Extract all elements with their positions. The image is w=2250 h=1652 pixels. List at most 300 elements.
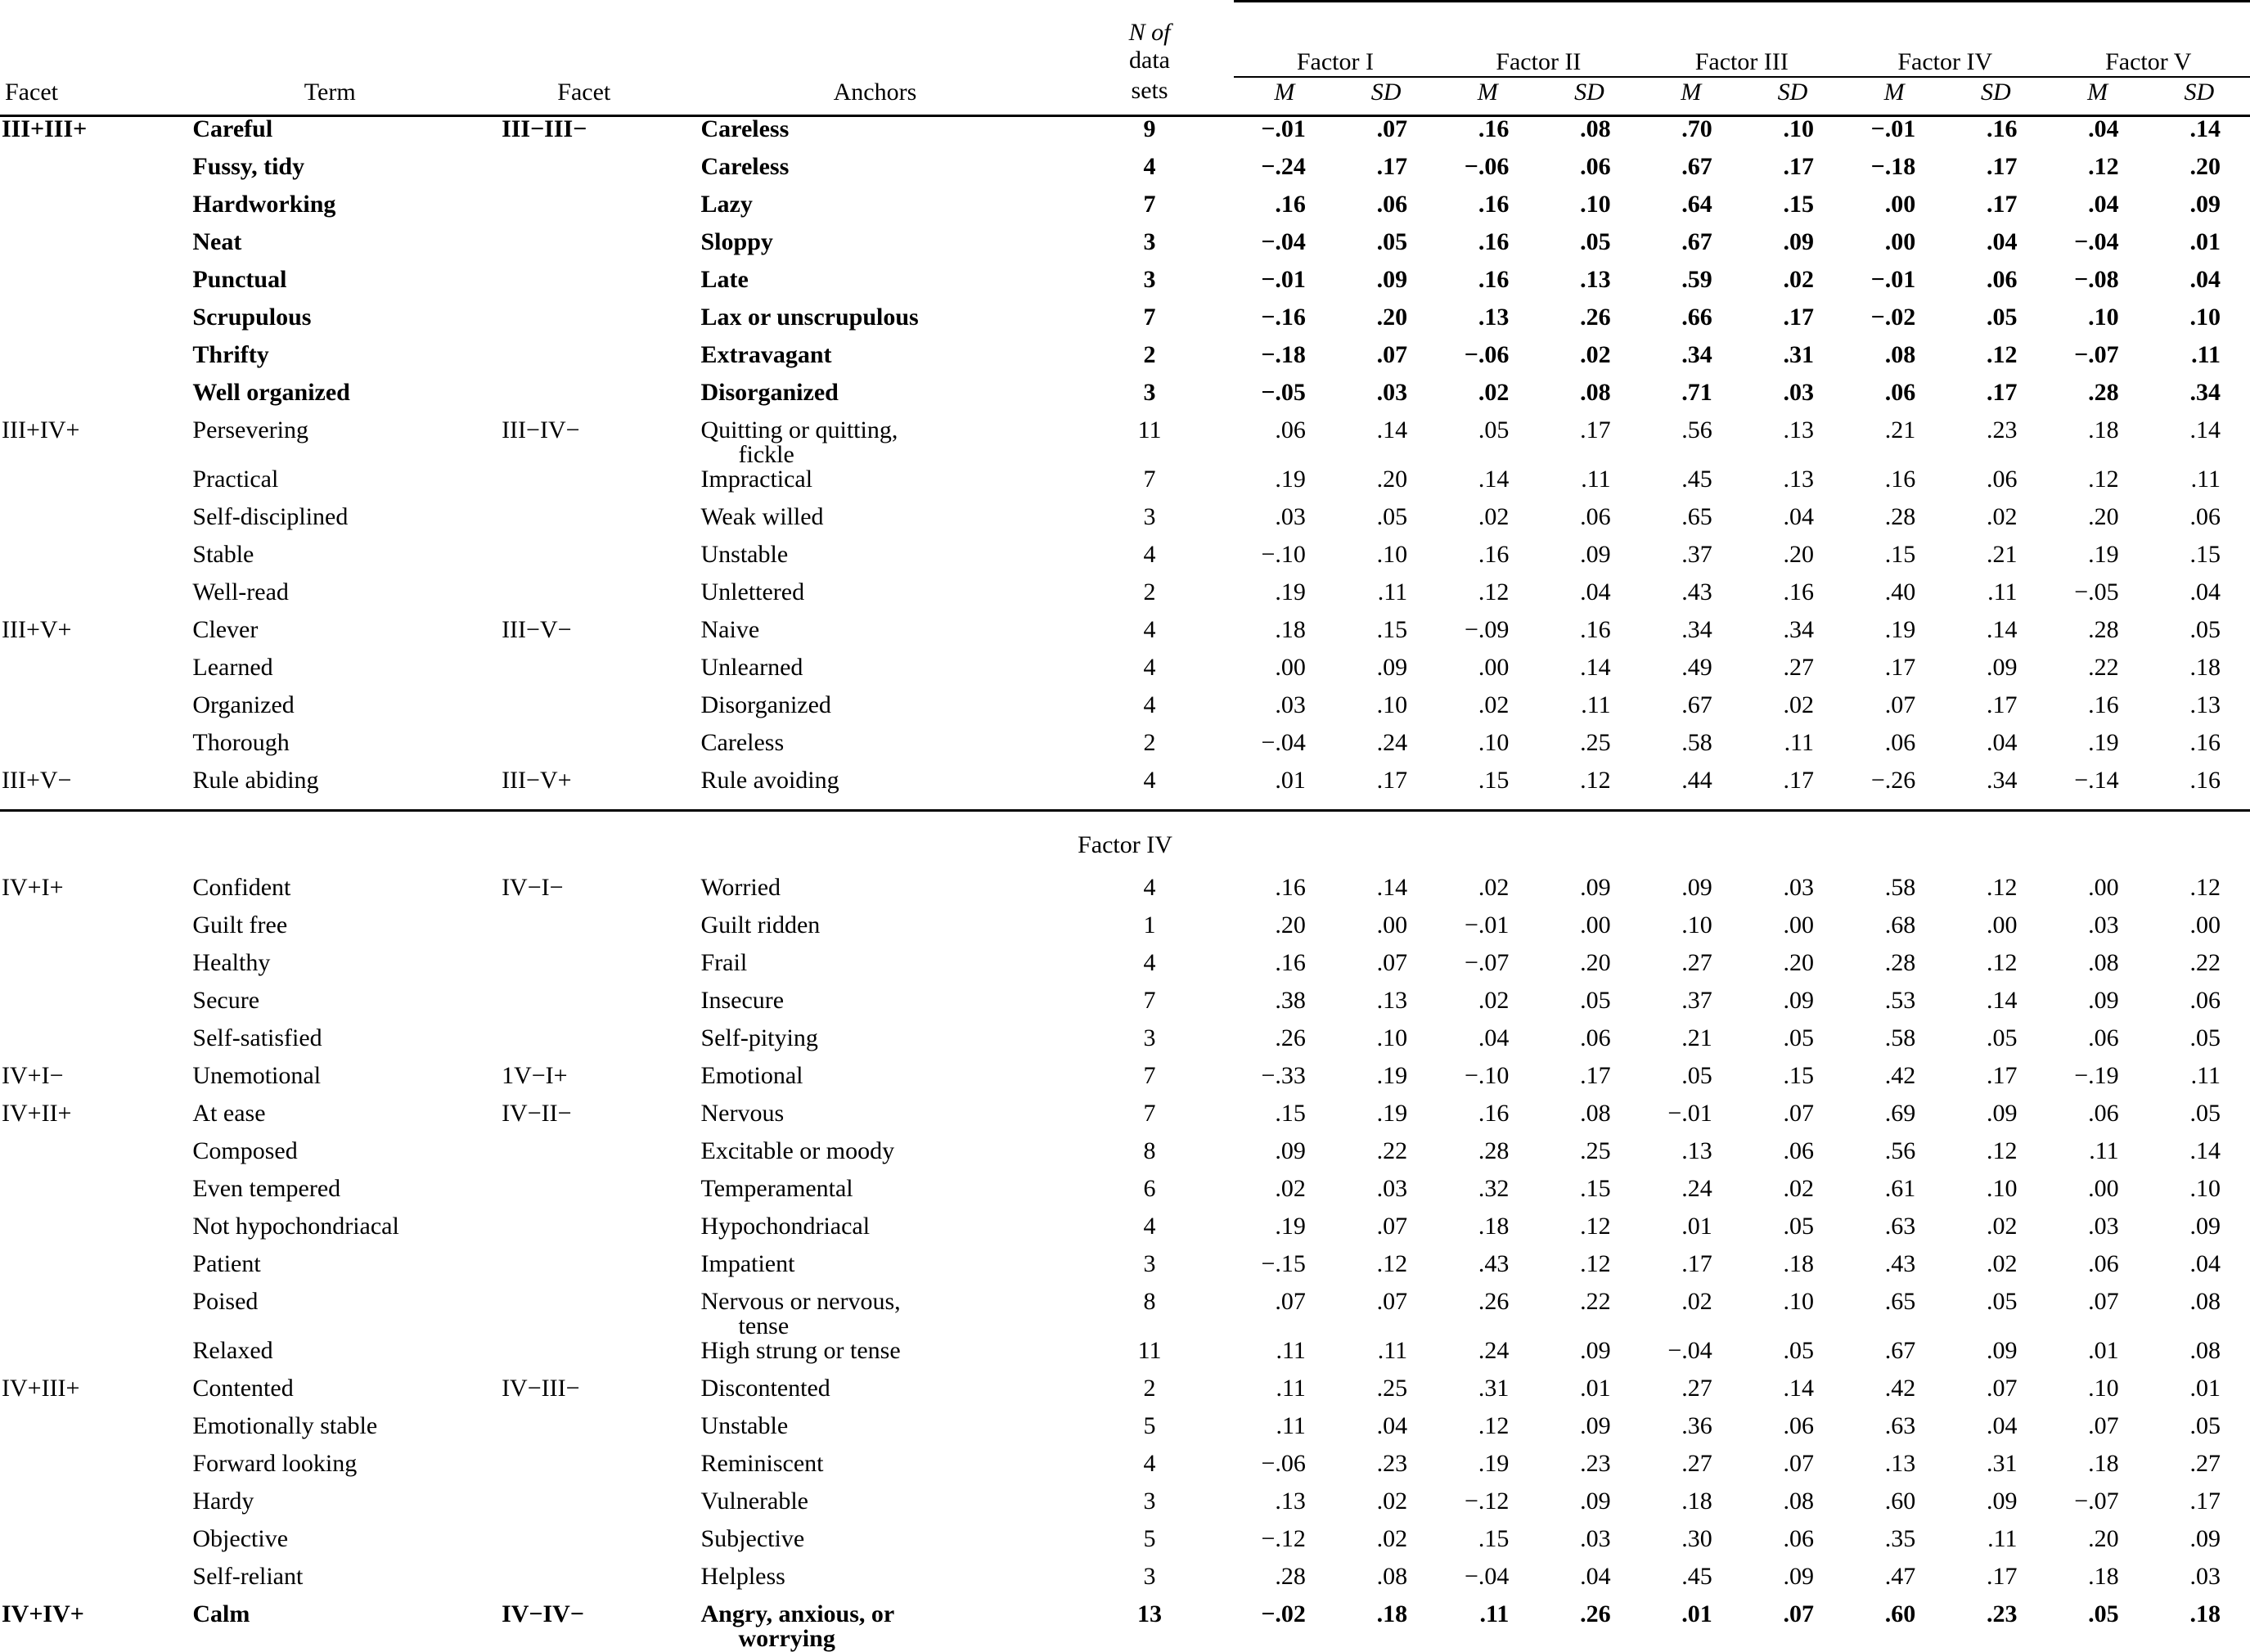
cell-term: Self-reliant xyxy=(192,1562,304,1590)
cell-term: Guilt free xyxy=(192,911,288,939)
cell-f2-sd: .12 xyxy=(1580,1212,1611,1240)
cell-facet-right xyxy=(484,343,684,380)
cell-anchor xyxy=(685,1449,1066,1489)
cell-n-data-sets: 2 xyxy=(1143,340,1156,368)
cell-anchor xyxy=(685,115,1066,155)
cell-f5-sd: .14 xyxy=(2189,115,2221,142)
table-row xyxy=(0,768,2250,806)
cell-f1-m: .19 xyxy=(1275,1212,1306,1240)
cell-f3-sd: .06 xyxy=(1783,1137,1815,1164)
cell-f5-sd: .15 xyxy=(2189,540,2221,568)
cell-n-data-sets: 4 xyxy=(1143,691,1156,718)
cell-facet-left xyxy=(0,155,176,192)
cell-facet-left xyxy=(0,655,176,693)
cell-f1-m: −.04 xyxy=(1261,728,1306,756)
cell-f5-sd: .11 xyxy=(2190,465,2221,493)
table-row xyxy=(0,1290,2250,1339)
cell-term: Scrupulous xyxy=(192,303,312,331)
cell-term: Hardworking xyxy=(192,190,336,218)
cell-f5-m: −.14 xyxy=(2074,766,2119,794)
cell-f2-sd: .13 xyxy=(1580,265,1611,293)
cell-f5-sd: .04 xyxy=(2189,265,2221,293)
cell-f1-sd: .23 xyxy=(1376,1449,1408,1477)
cell-f5-m: .04 xyxy=(2088,115,2119,142)
cell-f2-m: .10 xyxy=(1478,728,1510,756)
section-label-factor-iv: Factor IV xyxy=(1078,831,1172,858)
cell-f4-m: .15 xyxy=(1884,540,1916,568)
cell-f2-m: .02 xyxy=(1478,502,1510,530)
cell-f5-sd: .11 xyxy=(2191,340,2221,368)
table-body-section-1 xyxy=(0,115,2250,806)
cell-n-data-sets: 11 xyxy=(1137,1336,1162,1364)
cell-term: Unemotional xyxy=(192,1061,322,1089)
cell-anchor xyxy=(685,380,1066,418)
cell-term: Relaxed xyxy=(192,1336,273,1364)
cell-term: Secure xyxy=(192,986,260,1014)
cell-f2-sd: .17 xyxy=(1580,416,1611,443)
cell-f4-sd: .17 xyxy=(1986,691,2018,718)
cell-f3-sd: .17 xyxy=(1783,303,1815,331)
cell-f1-sd: .03 xyxy=(1376,1174,1408,1202)
cell-f2-sd: .26 xyxy=(1580,1600,1611,1627)
cell-f5-sd: .11 xyxy=(2190,1061,2221,1089)
cell-f3-sd: .16 xyxy=(1783,578,1815,605)
cell-f4-sd: .04 xyxy=(1986,227,2018,255)
cell-f2-m: −.06 xyxy=(1464,340,1510,368)
cell-anchor xyxy=(685,913,1066,951)
spacer-cell xyxy=(484,2,684,20)
table-row xyxy=(0,268,2250,305)
cell-f3-sd: .09 xyxy=(1783,1562,1815,1590)
cell-f1-sd: .07 xyxy=(1376,340,1408,368)
cell-f1-sd: .14 xyxy=(1376,416,1408,443)
cell-f2-m: .02 xyxy=(1478,873,1510,901)
table-row xyxy=(0,115,2250,155)
table-row xyxy=(0,305,2250,343)
table-row xyxy=(0,580,2250,618)
cell-n-data-sets: 7 xyxy=(1143,303,1156,331)
spacer-cell xyxy=(176,2,484,20)
cell-f2-sd: .09 xyxy=(1580,1411,1611,1439)
cell-f2-m: .00 xyxy=(1478,653,1510,681)
cell-facet-right xyxy=(484,1527,684,1564)
table-row xyxy=(0,1252,2250,1290)
cell-f3-m: .13 xyxy=(1681,1137,1712,1164)
cell-f2-sd: .08 xyxy=(1580,1099,1611,1127)
cell-f3-sd: .31 xyxy=(1783,340,1815,368)
spacer-cell xyxy=(0,2,176,20)
cell-f2-sd: .15 xyxy=(1580,1174,1611,1202)
cell-term: Organized xyxy=(192,691,295,718)
cell-term: Not hypochondriacal xyxy=(192,1212,399,1240)
cell-f5-m: .09 xyxy=(2088,986,2119,1014)
cell-term: Contented xyxy=(192,1374,294,1402)
cell-f4-m: .13 xyxy=(1884,1449,1916,1477)
cell-n-data-sets: 3 xyxy=(1143,1487,1156,1515)
cell-f4-sd: .06 xyxy=(1986,265,2018,293)
header-column-names-row xyxy=(0,77,2250,111)
cell-f2-m: .04 xyxy=(1478,1024,1510,1051)
cell-f1-sd: .02 xyxy=(1376,1487,1408,1515)
cell-facet-right xyxy=(484,655,684,693)
cell-f3-sd: .07 xyxy=(1783,1449,1815,1477)
cell-f5-m: .12 xyxy=(2088,465,2119,493)
cell-facet-right xyxy=(484,268,684,305)
cell-f2-sd: .25 xyxy=(1580,728,1611,756)
cell-f1-m: .00 xyxy=(1275,653,1306,681)
table-row xyxy=(0,1139,2250,1177)
cell-facet-left xyxy=(0,1489,176,1527)
cell-term: Well organized xyxy=(192,378,350,406)
cell-n-data-sets: 6 xyxy=(1143,1174,1156,1202)
cell-f3-m: .27 xyxy=(1681,948,1712,976)
cell-f2-m: −.12 xyxy=(1464,1487,1510,1515)
f2-sd-header: SD xyxy=(1574,78,1604,106)
cell-f4-sd: .34 xyxy=(1986,766,2018,794)
cell-f2-m: −.07 xyxy=(1464,948,1510,976)
cell-anchor xyxy=(685,1061,1066,1101)
cell-f2-sd: .09 xyxy=(1580,1487,1611,1515)
cell-f5-m: .06 xyxy=(2088,1024,2119,1051)
cell-f1-sd: .10 xyxy=(1376,540,1408,568)
table-row xyxy=(0,1489,2250,1527)
cell-f5-m: .06 xyxy=(2088,1249,2119,1277)
cell-f1-m: .38 xyxy=(1275,986,1306,1014)
cell-f1-m: .03 xyxy=(1275,502,1306,530)
cell-f2-m: .18 xyxy=(1478,1212,1510,1240)
cell-f1-m: .16 xyxy=(1275,948,1306,976)
cell-f1-sd: .11 xyxy=(1377,1336,1408,1364)
cell-term: Healthy xyxy=(192,948,271,976)
cell-f3-m: −.04 xyxy=(1667,1336,1712,1364)
cell-facet-right: III−V− xyxy=(502,615,572,643)
cell-f4-m: .60 xyxy=(1884,1600,1916,1627)
cell-facet-left xyxy=(0,731,176,768)
cell-f3-sd: .17 xyxy=(1783,766,1815,794)
cell-f3-sd: .07 xyxy=(1783,1099,1815,1127)
cell-anchor xyxy=(685,768,1066,806)
cell-term: Fussy, tidy xyxy=(192,152,305,180)
cell-f2-sd: .23 xyxy=(1580,1449,1611,1477)
cell-facet-right: III−V+ xyxy=(502,766,572,794)
cell-facet-left xyxy=(0,467,176,505)
cell-anchor xyxy=(685,1336,1066,1376)
cell-n-data-sets: 2 xyxy=(1143,728,1156,756)
f3-m-header: M xyxy=(1681,78,1702,106)
cell-f1-m: .15 xyxy=(1275,1099,1306,1127)
cell-f5-m: .10 xyxy=(2088,303,2119,331)
cell-f1-m: .18 xyxy=(1275,615,1306,643)
cell-f4-sd: .12 xyxy=(1986,1137,2018,1164)
cell-f4-sd: .02 xyxy=(1986,1212,2018,1240)
cell-anchor xyxy=(685,265,1066,305)
table-row xyxy=(0,988,2250,1026)
table-row xyxy=(0,1214,2250,1252)
table-row xyxy=(0,1527,2250,1564)
cell-f2-sd: .08 xyxy=(1580,378,1611,406)
cell-f4-sd: .09 xyxy=(1986,1336,2018,1364)
table-row xyxy=(0,913,2250,951)
cell-f2-sd: .05 xyxy=(1580,986,1611,1014)
table-row xyxy=(0,1602,2250,1651)
cell-f4-m: .00 xyxy=(1884,190,1916,218)
cell-anchor xyxy=(685,948,1066,988)
cell-f3-m: .59 xyxy=(1681,265,1712,293)
cell-f5-sd: .10 xyxy=(2189,303,2221,331)
cell-f5-m: .20 xyxy=(2088,502,2119,530)
anchor-line-1: Impatient xyxy=(700,1249,795,1277)
cell-f4-sd: .06 xyxy=(1986,465,2018,493)
cell-n-data-sets: 11 xyxy=(1137,416,1162,443)
anchor-line-1: Unlearned xyxy=(700,653,803,681)
cell-f5-m: .19 xyxy=(2088,540,2119,568)
anchor-line-1: Vulnerable xyxy=(700,1487,808,1515)
cell-f2-sd: .08 xyxy=(1580,115,1611,142)
col-header-term: Term xyxy=(304,78,356,106)
cell-f5-m: .07 xyxy=(2088,1411,2119,1439)
cell-f4-m: .35 xyxy=(1884,1524,1916,1552)
cell-term: Practical xyxy=(192,465,279,493)
cell-f5-m: −.07 xyxy=(2074,1487,2119,1515)
anchor-line-1: Sloppy xyxy=(700,227,773,255)
cell-f3-sd: .10 xyxy=(1783,115,1815,142)
cell-f4-m: .00 xyxy=(1884,227,1916,255)
cell-n-data-sets: 4 xyxy=(1143,1212,1156,1240)
cell-f5-m: −.19 xyxy=(2074,1061,2119,1089)
cell-f1-m: .16 xyxy=(1275,873,1306,901)
cell-f3-sd: .00 xyxy=(1783,911,1815,939)
cell-f3-m: .18 xyxy=(1681,1487,1712,1515)
cell-f1-m: −.04 xyxy=(1261,227,1306,255)
table-row xyxy=(0,1064,2250,1101)
cell-f2-sd: .09 xyxy=(1580,873,1611,901)
spacer-cell xyxy=(0,19,176,77)
cell-n-data-sets: 7 xyxy=(1143,1061,1156,1089)
cell-f1-sd: .17 xyxy=(1376,152,1408,180)
table-row xyxy=(0,418,2250,467)
cell-f5-sd: .17 xyxy=(2189,1487,2221,1515)
anchor-line-2: fickle xyxy=(738,440,794,468)
cell-facet-right: IV−IV− xyxy=(502,1600,584,1627)
cell-f1-sd: .07 xyxy=(1376,1212,1408,1240)
cell-f3-sd: .03 xyxy=(1783,873,1815,901)
cell-f3-m: .45 xyxy=(1681,465,1712,493)
cell-facet-left xyxy=(0,1214,176,1252)
cell-f5-m: .11 xyxy=(2089,1137,2119,1164)
cell-n-data-sets: 4 xyxy=(1143,615,1156,643)
cell-f2-m: .16 xyxy=(1478,190,1510,218)
cell-anchor xyxy=(685,1249,1066,1290)
table-row xyxy=(0,230,2250,268)
cell-anchor xyxy=(685,1564,1066,1602)
cell-f3-sd: .02 xyxy=(1783,1174,1815,1202)
factor-2-header: Factor II xyxy=(1437,19,1640,77)
cell-facet-left xyxy=(0,1139,176,1177)
cell-f2-sd: .05 xyxy=(1580,227,1611,255)
cell-facet-right: IV−I− xyxy=(502,873,564,901)
cell-facet-left xyxy=(0,1564,176,1602)
spacer-cell xyxy=(176,19,484,77)
cell-facet-right xyxy=(484,1564,684,1602)
cell-facet-left xyxy=(0,542,176,580)
cell-f5-sd: .06 xyxy=(2189,502,2221,530)
cell-f3-m: .45 xyxy=(1681,1562,1712,1590)
cell-facet-left xyxy=(0,1290,176,1339)
cell-f5-sd: .05 xyxy=(2189,1024,2221,1051)
cell-f3-m: .34 xyxy=(1681,615,1712,643)
cell-f5-sd: .27 xyxy=(2189,1449,2221,1477)
cell-f5-sd: .05 xyxy=(2189,1411,2221,1439)
cell-f5-m: .18 xyxy=(2088,1449,2119,1477)
cell-facet-left xyxy=(0,380,176,418)
cell-f5-m: .01 xyxy=(2088,1336,2119,1364)
cell-anchor xyxy=(685,693,1066,731)
cell-anchor xyxy=(685,467,1066,505)
cell-facet-right xyxy=(484,1339,684,1376)
cell-n-data-sets: 4 xyxy=(1143,1449,1156,1477)
table-row xyxy=(0,343,2250,380)
cell-f5-m: .06 xyxy=(2088,1099,2119,1127)
cell-n-data-sets: 3 xyxy=(1143,1024,1156,1051)
cell-f5-m: .12 xyxy=(2088,152,2119,180)
cell-f2-m: .15 xyxy=(1478,766,1510,794)
cell-f4-m: −.26 xyxy=(1870,766,1916,794)
cell-f3-sd: .05 xyxy=(1783,1336,1815,1364)
cell-f3-m: .01 xyxy=(1681,1212,1712,1240)
cell-f2-m: .02 xyxy=(1478,378,1510,406)
cell-f2-sd: .09 xyxy=(1580,1336,1611,1364)
cell-f2-m: −.04 xyxy=(1464,1562,1510,1590)
cell-f4-m: .42 xyxy=(1884,1061,1916,1089)
cell-f4-sd: .17 xyxy=(1986,1061,2018,1089)
cell-term: Learned xyxy=(192,653,273,681)
cell-facet-left xyxy=(0,1414,176,1452)
cell-facet-right xyxy=(484,1026,684,1064)
cell-f2-sd: .17 xyxy=(1580,1061,1611,1089)
cell-facet-left xyxy=(0,343,176,380)
cell-f2-sd: .00 xyxy=(1580,911,1611,939)
cell-f5-m: .03 xyxy=(2088,911,2119,939)
cell-n-data-sets: 4 xyxy=(1143,152,1156,180)
anchor-line-1: Unstable xyxy=(700,1411,789,1439)
cell-f5-m: .05 xyxy=(2088,1600,2119,1627)
cell-f3-m: .30 xyxy=(1681,1524,1712,1552)
spacer-cell xyxy=(1065,2,1233,20)
cell-f3-m: .49 xyxy=(1681,653,1712,681)
cell-f4-m: .60 xyxy=(1884,1487,1916,1515)
cell-f1-m: .03 xyxy=(1275,691,1306,718)
cell-term: At ease xyxy=(192,1099,266,1127)
cell-f1-sd: .07 xyxy=(1376,115,1408,142)
cell-f5-sd: .01 xyxy=(2189,1374,2221,1402)
cell-anchor xyxy=(685,340,1066,380)
anchor-line-1: Temperamental xyxy=(700,1174,853,1202)
cell-f5-sd: .14 xyxy=(2189,416,2221,443)
cell-anchor xyxy=(685,502,1066,542)
cell-n-data-sets: 8 xyxy=(1143,1287,1156,1315)
cell-f5-sd: .10 xyxy=(2189,1174,2221,1202)
cell-f4-sd: .17 xyxy=(1986,378,2018,406)
cell-term: Neat xyxy=(192,227,242,255)
cell-f2-sd: .12 xyxy=(1580,1249,1611,1277)
cell-f2-m: .16 xyxy=(1478,540,1510,568)
cell-f5-m: .07 xyxy=(2088,1287,2119,1315)
cell-f2-m: .28 xyxy=(1478,1137,1510,1164)
cell-f1-m: −.02 xyxy=(1261,1600,1306,1627)
anchor-line-1: Insecure xyxy=(700,986,785,1014)
cell-f1-sd: .25 xyxy=(1376,1374,1408,1402)
cell-term: Composed xyxy=(192,1137,298,1164)
cell-f1-sd: .14 xyxy=(1376,873,1408,901)
cell-facet-left: IV+I− xyxy=(2,1061,64,1089)
cell-f1-m: −.01 xyxy=(1261,115,1306,142)
header-factor-row xyxy=(0,19,2250,77)
cell-f3-sd: .34 xyxy=(1783,615,1815,643)
cell-f5-sd: .13 xyxy=(2189,691,2221,718)
cell-f2-m: .02 xyxy=(1478,986,1510,1014)
cell-f2-m: .16 xyxy=(1478,1099,1510,1127)
cell-term: Even tempered xyxy=(192,1174,341,1202)
cell-f3-m: .58 xyxy=(1681,728,1712,756)
cell-f3-m: .09 xyxy=(1681,873,1712,901)
spacer-cell xyxy=(685,19,1066,77)
cell-f1-sd: .09 xyxy=(1376,265,1408,293)
cell-f5-m: .18 xyxy=(2088,1562,2119,1590)
cell-f1-m: .20 xyxy=(1275,911,1306,939)
cell-f3-sd: .07 xyxy=(1783,1600,1815,1627)
cell-facet-left xyxy=(0,1252,176,1290)
anchor-line-1: Careless xyxy=(700,152,790,180)
cell-f3-sd: .13 xyxy=(1783,416,1815,443)
cell-anchor xyxy=(685,1376,1066,1414)
cell-term: Clever xyxy=(192,615,259,643)
cell-facet-right xyxy=(484,1252,684,1290)
n-italic: N of xyxy=(1128,19,1171,46)
n-line3: sets xyxy=(1131,77,1168,105)
anchor-line-1: Impractical xyxy=(700,465,813,493)
cell-anchor xyxy=(685,542,1066,580)
cell-f1-m: −.18 xyxy=(1261,340,1306,368)
factor-1-header: Factor I xyxy=(1234,19,1437,77)
cell-f5-sd: .09 xyxy=(2189,190,2221,218)
cell-facet-right xyxy=(484,988,684,1026)
factor-4-header: Factor IV xyxy=(1843,19,2046,77)
cell-term: Self-disciplined xyxy=(192,502,349,530)
anchor-line-1: Reminiscent xyxy=(700,1449,824,1477)
cell-facet-right xyxy=(484,1414,684,1452)
cell-facet-right xyxy=(484,693,684,731)
cell-f3-m: .05 xyxy=(1681,1061,1712,1089)
cell-n-data-sets: 5 xyxy=(1143,1411,1156,1439)
cell-f1-m: .26 xyxy=(1275,1024,1306,1051)
cell-facet-right xyxy=(484,1290,684,1339)
cell-f4-m: .28 xyxy=(1884,948,1916,976)
col-header-anchors: Anchors xyxy=(833,78,917,106)
anchor-line-1: Late xyxy=(700,265,749,293)
cell-facet-right xyxy=(484,1489,684,1527)
cell-facet-left xyxy=(0,268,176,305)
table-row xyxy=(0,1177,2250,1214)
cell-f4-sd: .05 xyxy=(1986,1287,2018,1315)
cell-f4-sd: .12 xyxy=(1986,948,2018,976)
cell-facet-left xyxy=(0,580,176,618)
cell-f3-m: .67 xyxy=(1681,152,1712,180)
cell-f4-sd: .05 xyxy=(1986,1024,2018,1051)
cell-facet-left xyxy=(0,1177,176,1214)
cell-f4-sd: .17 xyxy=(1986,1562,2018,1590)
cell-n-data-sets: 4 xyxy=(1143,873,1156,901)
cell-f1-sd: .18 xyxy=(1376,1600,1408,1627)
